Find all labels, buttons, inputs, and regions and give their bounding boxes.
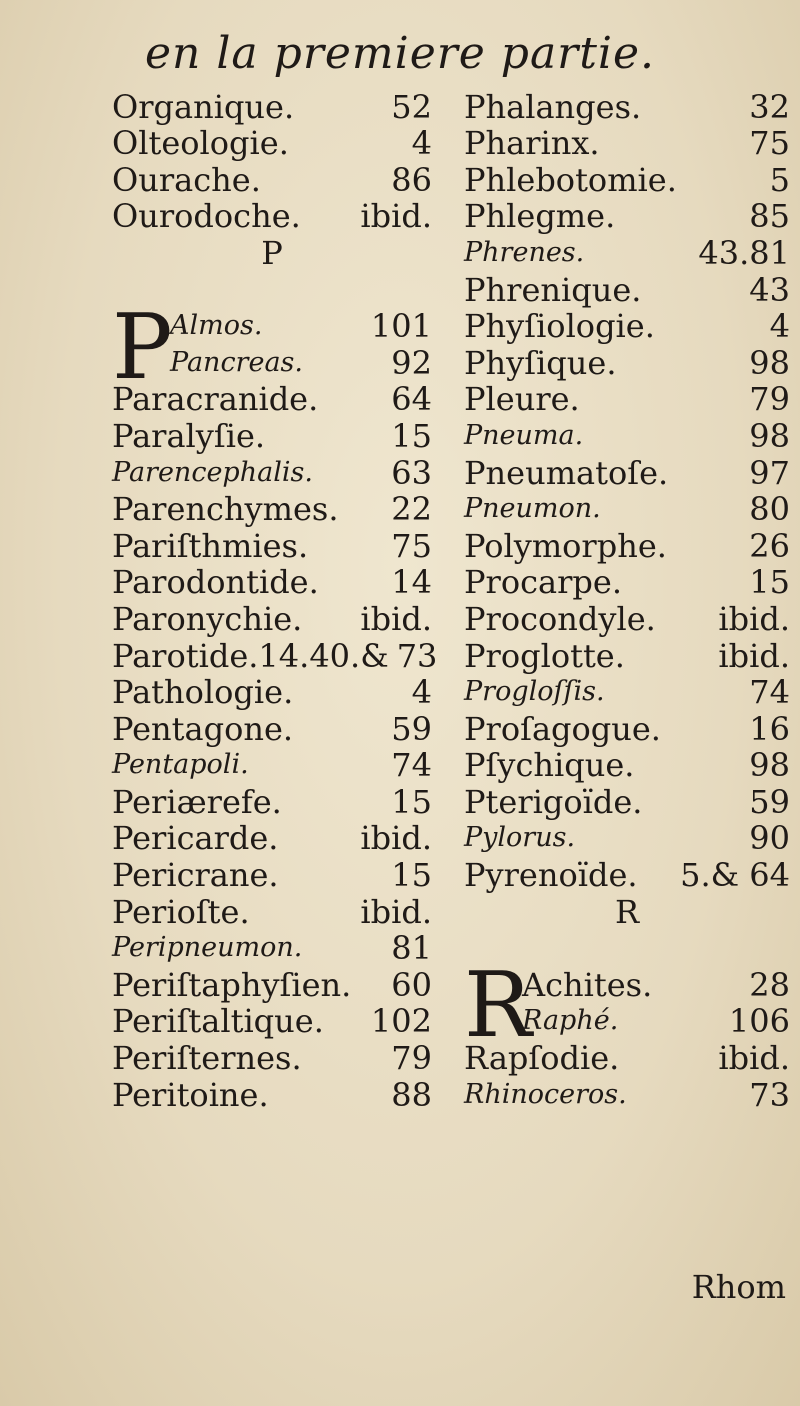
entry-term: Paralyſie. <box>112 416 266 455</box>
index-entry <box>112 491 432 528</box>
entry-term: Rapſodie. <box>464 1039 620 1078</box>
entry-term: Raphé. <box>522 1005 619 1037</box>
index-entry <box>112 783 432 820</box>
entry-page-ref: 15 <box>391 856 432 895</box>
index-entry <box>464 381 790 418</box>
index-entry <box>112 930 432 967</box>
entry-page-ref: 63 <box>391 453 432 492</box>
entry-term: Pharinx. <box>464 124 600 163</box>
index-entry <box>464 417 790 454</box>
entry-page-ref: 106 <box>728 1002 790 1041</box>
entry-page-ref: 60 <box>391 965 432 1004</box>
entry-page-ref: 73 <box>396 636 438 675</box>
index-entry <box>464 308 790 345</box>
index-entry <box>464 344 790 381</box>
entry-page-ref: 59 <box>749 782 790 821</box>
entry-page-ref: 81 <box>391 929 432 968</box>
entry-page-ref: 15 <box>391 416 432 455</box>
entry-page-ref: 5 <box>769 160 790 199</box>
entry-term: Pterigoïde. <box>464 782 643 821</box>
entry-term: Periſtaltique. <box>112 1002 324 1041</box>
entry-term: Proſagogue. <box>464 709 661 748</box>
entry-page-ref: 74 <box>749 673 790 712</box>
running-head: en la premiere partie. <box>145 28 655 79</box>
section-letter: P <box>261 233 283 272</box>
entry-page-ref: 4 <box>411 673 432 712</box>
entry-page-ref: 97 <box>749 453 790 492</box>
entry-term: Procarpe. <box>464 563 622 602</box>
entry-term: Periſtaphyſien. <box>112 965 352 1004</box>
entry-term: Achites. <box>522 965 653 1004</box>
entry-term: Paracranide. <box>112 380 319 419</box>
entry-term: Pyrenoïde. <box>464 856 638 895</box>
entry-term: Paronychie. <box>112 599 303 638</box>
index-entry <box>112 600 432 637</box>
entry-term: Pneumatoſe. <box>464 453 669 492</box>
index-entry <box>112 966 432 1003</box>
entry-term: Phlegme. <box>464 197 616 236</box>
entry-page-ref: 43 <box>749 270 790 309</box>
index-entry <box>464 820 790 857</box>
entry-page-ref: 80 <box>749 490 790 529</box>
entry-page-ref: 74 <box>391 746 432 785</box>
entry-term: Olteologie. <box>112 124 289 163</box>
entry-term: Phrenique. <box>464 270 642 309</box>
index-entry <box>464 125 790 162</box>
entry-term: Pericrane. <box>112 856 279 895</box>
entry-term: Pancreas. <box>170 346 303 378</box>
entry-page-ref: ibid. <box>360 599 432 638</box>
drop-capital: R <box>464 953 532 1059</box>
index-entry <box>112 1039 432 1076</box>
entry-page-ref: 85 <box>749 197 790 236</box>
index-entry <box>112 88 432 125</box>
index-entry <box>112 820 432 857</box>
entry-term: Phyſique. <box>464 343 617 382</box>
index-entry <box>464 234 790 271</box>
entry-page-ref: 32 <box>749 87 790 126</box>
entry-term: Periærefe. <box>112 782 282 821</box>
entry-page-ref: 52 <box>391 87 432 126</box>
index-entry <box>112 125 432 162</box>
entry-page-ref: 90 <box>749 819 790 858</box>
index-entry <box>112 893 432 930</box>
entry-page-ref: 75 <box>391 526 432 565</box>
entry-term: Pariſthmies. <box>112 526 309 565</box>
index-entry <box>112 454 432 491</box>
entry-term: Progloſſis. <box>464 676 605 708</box>
entry-page-ref: ibid. <box>360 819 432 858</box>
entry-term: Phrenes. <box>464 236 585 268</box>
entry-term: Parencephalis. <box>112 456 313 488</box>
index-entry <box>464 674 790 711</box>
entry-page-ref: 15 <box>391 782 432 821</box>
entry-term: Parodontide. <box>112 563 319 602</box>
index-entry <box>464 198 790 235</box>
index-entry <box>464 747 790 784</box>
index-entry <box>464 454 790 491</box>
entry-page-ref: 28 <box>749 965 790 1004</box>
index-column-left <box>112 87 438 1114</box>
index-entry <box>464 564 790 601</box>
entry-term: Parenchymes. <box>112 490 339 529</box>
index-entry <box>112 417 432 454</box>
entry-page-ref: 64 <box>391 380 432 419</box>
entry-term: Phalanges. <box>464 87 642 126</box>
entry-page-ref: 4 <box>769 307 790 346</box>
entry-term: Pleure. <box>464 380 580 419</box>
index-entry <box>112 636 438 675</box>
entry-term: Pneuma. <box>464 419 584 451</box>
entry-page-ref: ibid. <box>360 197 432 236</box>
entry-page-ref: ibid. <box>718 599 790 638</box>
entry-page-ref: 14 <box>391 563 432 602</box>
index-entry <box>464 527 790 564</box>
entry-page-ref: 75 <box>749 124 790 163</box>
entry-page-ref: 88 <box>391 1075 432 1114</box>
index-entry <box>464 491 790 528</box>
section-letter: R <box>614 892 640 931</box>
entry-page-ref: 59 <box>391 709 432 748</box>
entry-term: Rhinoceros. <box>464 1078 627 1110</box>
entry-page-ref: 102 <box>370 1002 432 1041</box>
entry-page-ref: 26 <box>749 526 790 565</box>
entry-term: Pathologie. <box>112 673 294 712</box>
entry-term: Peritoine. <box>112 1075 269 1114</box>
entry-page-ref: 15 <box>749 563 790 602</box>
index-column-right <box>464 88 790 1113</box>
entry-term: Phyſiologie. <box>464 307 655 346</box>
entry-term: Ourache. <box>112 160 261 199</box>
index-entry <box>464 88 790 125</box>
index-entry <box>112 161 432 198</box>
entry-term: Parotide.14.40.& <box>112 636 389 675</box>
entry-term: Proglotte. <box>464 636 625 675</box>
index-entry <box>112 710 432 747</box>
entry-term: Pſychique. <box>464 746 635 785</box>
entry-page-ref: 98 <box>749 746 790 785</box>
entry-page-ref: 86 <box>391 160 432 199</box>
index-entry <box>464 600 790 637</box>
index-entry <box>464 1076 790 1113</box>
entry-page-ref: 4 <box>411 124 432 163</box>
entry-page-ref: 5.& 64 <box>680 856 790 895</box>
index-entry <box>464 856 790 893</box>
entry-page-ref: ibid. <box>360 892 432 931</box>
entry-term: Pylorus. <box>464 822 576 854</box>
entry-term: Pentapoli. <box>112 749 249 781</box>
entry-page-ref: 43.81 <box>698 233 790 272</box>
entry-page-ref: ibid. <box>718 1039 790 1078</box>
index-entry <box>464 783 790 820</box>
entry-term: Ourodoche. <box>112 197 301 236</box>
entry-term: Peripneumon. <box>112 932 303 964</box>
entry-page-ref: ibid. <box>718 636 790 675</box>
index-entry <box>112 198 432 235</box>
index-entry <box>464 271 790 308</box>
entry-term: Pentagone. <box>112 709 294 748</box>
entry-term: Perioſte. <box>112 892 250 931</box>
entry-term: Organique. <box>112 87 295 126</box>
drop-capital: P <box>112 294 173 400</box>
index-entry <box>464 161 790 198</box>
entry-page-ref: 101 <box>370 307 432 346</box>
entry-page-ref: 22 <box>391 490 432 529</box>
index-entry <box>464 710 790 747</box>
index-entry <box>112 747 432 784</box>
entry-page-ref: 16 <box>749 709 790 748</box>
entry-page-ref: 79 <box>749 380 790 419</box>
index-entry <box>112 1076 432 1113</box>
entry-page-ref: 73 <box>749 1075 790 1114</box>
entry-page-ref: 98 <box>749 343 790 382</box>
entry-term: Periſternes. <box>112 1039 302 1078</box>
entry-term: Polymorphe. <box>464 526 667 565</box>
entry-page-ref: 92 <box>391 343 432 382</box>
index-entry <box>112 527 432 564</box>
index-entry <box>112 564 432 601</box>
entry-term: Pneumon. <box>464 493 601 525</box>
index-entry <box>112 856 432 893</box>
entry-page-ref: 98 <box>749 416 790 455</box>
index-entry <box>112 674 432 711</box>
entry-term: Pericarde. <box>112 819 279 858</box>
entry-page-ref: 79 <box>391 1039 432 1078</box>
entry-term: Phlebotomie. <box>464 160 677 199</box>
catchword: Rhom <box>691 1268 786 1306</box>
index-entry <box>464 637 790 674</box>
entry-term: Procondyle. <box>464 599 656 638</box>
index-entry <box>112 1003 432 1040</box>
entry-term: Almos. <box>170 310 263 342</box>
